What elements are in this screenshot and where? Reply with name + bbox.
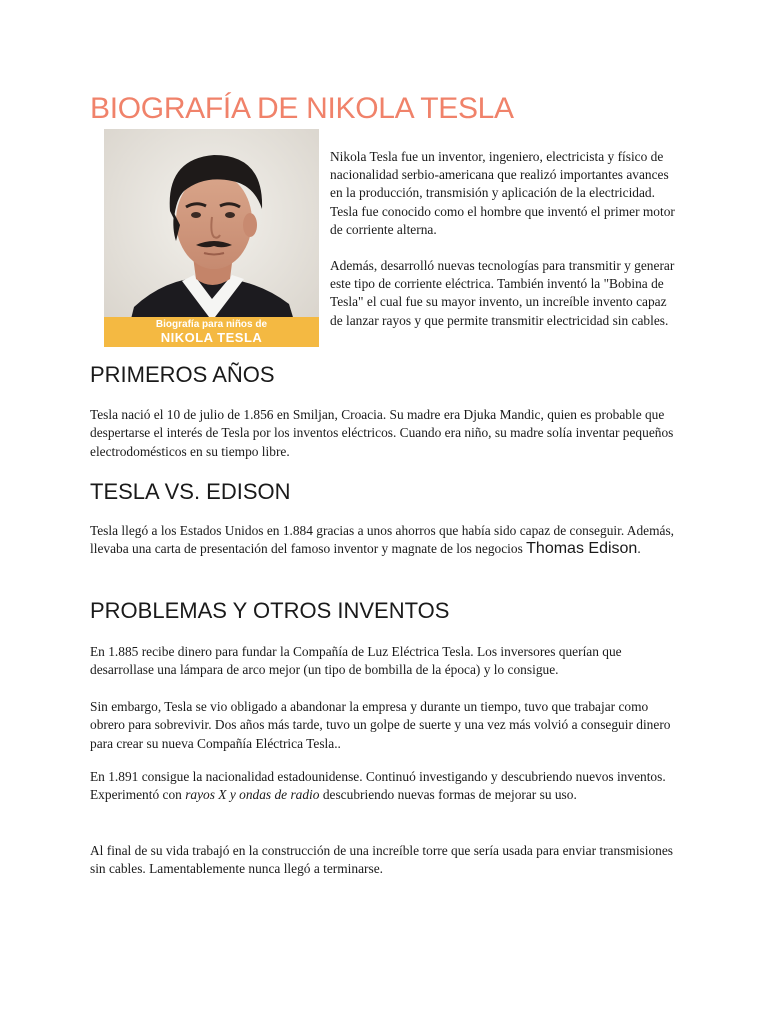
- portrait-illustration: [104, 129, 319, 347]
- page-title: BIOGRAFÍA DE NIKOLA TESLA: [90, 92, 514, 125]
- tesla-vs-edison-paragraph: [90, 522, 680, 559]
- problemas-paragraph-4: Al final de su vida trabajó en la construcción de una increíble torre que sería usada para enviar transmisiones sin cables. Lamentablemente nunca llegó a terminarse.: [90, 843, 674, 877]
- thomas-edison-link[interactable]: Thomas Edison: [526, 540, 638, 558]
- edison-text-after: .: [637, 541, 641, 557]
- intro-paragraph-1: Nikola Tesla fue un inventor, ingeniero, electricista y físico de nacionalidad serbio-americana que realizó importantes avances en la producción, transmisión y aplicación de la electricidad. Tesla fue conocido como el hombre que inventó el primer motor de corriente alterna.: [330, 149, 675, 237]
- problemas-paragraph-2: Sin embargo, Tesla se vio obligado a abandonar la empresa y durante un tiempo, tuvo que trabajar como obrero para sobrevivir. Dos años más tarde, tuvo un golpe de suerte y una vez más volvió a conseguir dinero para crear su nueva Compañía Eléctrica Tesla..: [90, 699, 671, 751]
- banner-name: NIKOLA TESLA: [160, 330, 263, 345]
- heading-tesla-vs-edison: TESLA VS. EDISON: [90, 479, 291, 504]
- edison-text-before: Tesla llegó a los Estados Unidos en 1.884 gracias a unos ahorros que había sido capaz de conseguir. Además, llevaba una carta de presentación del famoso inventor y magnate de los negocios: [90, 523, 675, 557]
- heading-problemas-y-otros-inventos: PROBLEMAS Y OTROS INVENTOS: [90, 598, 450, 623]
- image-banner: [104, 317, 319, 347]
- problemas-paragraph-1: En 1.885 recibe dinero para fundar la Compañía de Luz Eléctrica Tesla. Los inversores querían que desarrollase una lámpara de arco mejor (un tipo de bombilla de la época) y lo consigue.: [90, 644, 622, 678]
- problemas-paragraph-3: [90, 768, 680, 805]
- p3-text-before: En 1.891 consigue la nacionalidad estadounidense. Continuó investigando y descubriendo nuevos inventos. Experimentó con: [90, 769, 666, 803]
- tesla-portrait-image: [104, 129, 319, 347]
- primeros-anos-paragraph: Tesla nació el 10 de julio de 1.856 en Smiljan, Croacia. Su madre era Djuka Mandic, quien es probable que despertarse el interés de Tesla por los inventos eléctricos. Cuando era niño, su madre solía inventar pequeños electrodomésticos en su tiempo libre.: [90, 407, 674, 459]
- intro-text: [330, 148, 680, 348]
- p3-text-after: descubriendo nuevas formas de mejorar su uso.: [319, 787, 577, 803]
- intro-paragraph-2: Además, desarrolló nuevas tecnologías para transmitir y generar este tipo de corriente eléctrica. También inventó la "Bobina de Tesla" el cual fue su mayor invento, un increíble invento capaz de lanzar rayos y que permite transmitir electricidad sin cables.: [330, 258, 675, 328]
- heading-primeros-anos: PRIMEROS AÑOS: [90, 362, 275, 387]
- rayos-x-emphasis: rayos X y ondas de radio: [185, 787, 320, 803]
- banner-subtitle: Biografía para niños de: [155, 319, 268, 330]
